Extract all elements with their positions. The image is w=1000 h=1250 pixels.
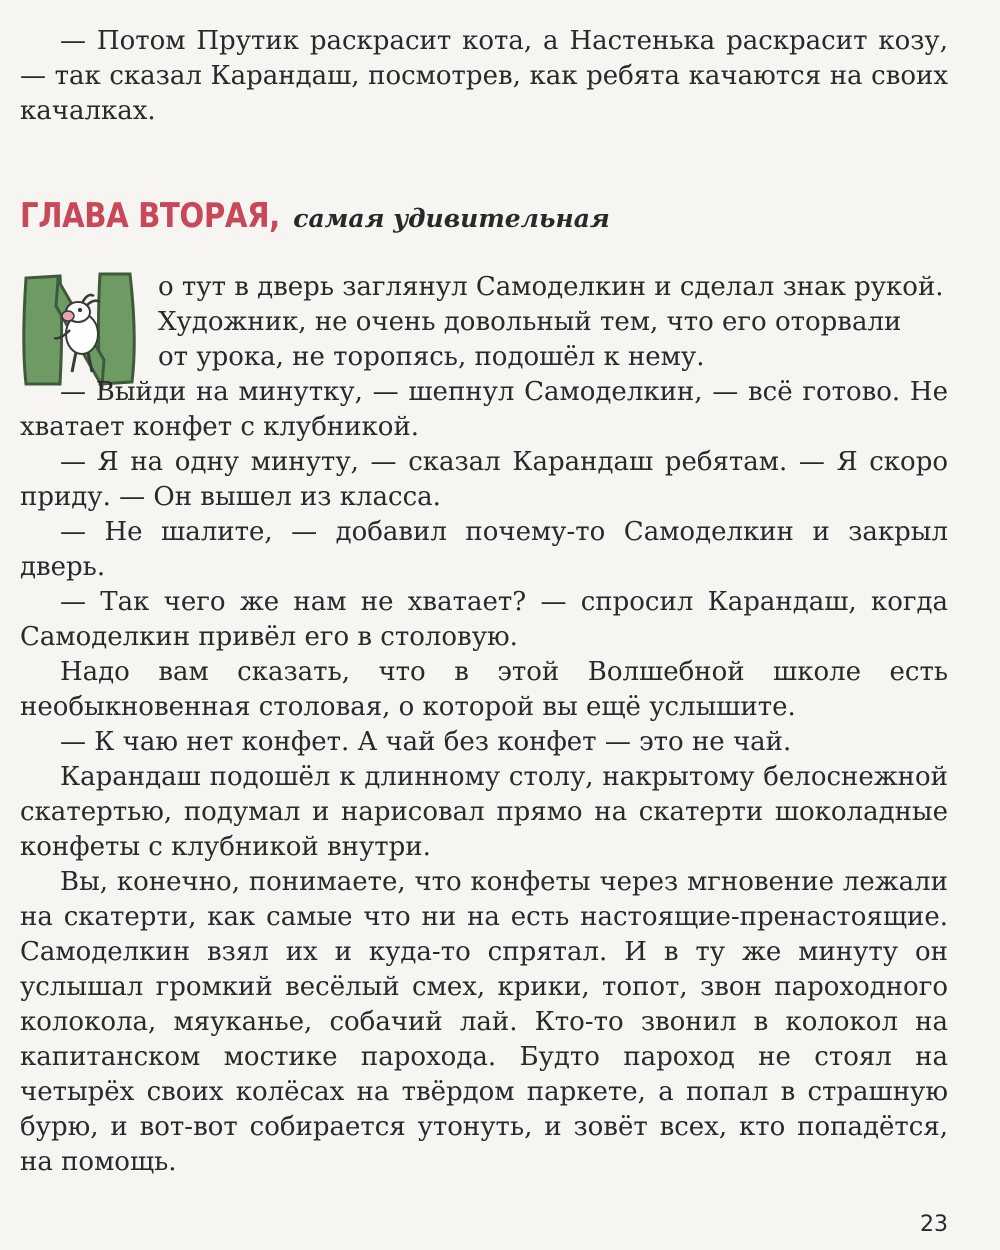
text-block-top (20, 24, 948, 129)
paragraph: — Выйди на минутку, — шепнул Самоделкин, — всё готово. Не хватает конфет с клубникой. (20, 377, 948, 442)
paragraph-dropcap-3: от урока, не торопясь, подошёл к нему. (158, 342, 705, 372)
paragraph: — Я на одну минуту, — сказал Карандаш ребятам. — Я скоро приду. — Он вышел из класса. (20, 447, 948, 512)
chapter-title: ГЛАВА ВТОРАЯ, (20, 196, 280, 236)
paragraph-dropcap-1: о тут в дверь заглянул Самоделкин и сделал знак рукой. (158, 272, 944, 302)
paragraph: — Так чего же нам не хватает? — спросил Карандаш, когда Самоделкин привёл его в столовую. (20, 587, 948, 652)
chapter-subtitle: самая удивительная (293, 204, 610, 233)
chapter-heading (20, 196, 948, 246)
paragraph: — Не шалите, — добавил почему-то Самоделкин и закрыл дверь. (20, 517, 948, 582)
paragraph-dropcap-2: Художник, не очень довольный тем, что его оторвали (158, 307, 902, 337)
page-number: 23 (920, 1212, 948, 1237)
text-block-main (20, 270, 948, 1180)
paragraph: — К чаю нет конфет. А чай без конфет — это не чай. (60, 727, 792, 757)
paragraph: Вы, конечно, понимаете, что конфеты через мгновение лежали на скатерти, как самые что ни на есть настоящие-пренастоящие. Самоделкин взял их и куда-то спрятал. И в ту же минуту он услышал громкий весёлый смех, крики, топот, звон пароходного колокола, мяуканье, собачий лай. Кто-то звонил в колокол на капитанском мостике парохода. Будто пароход не стоял на четырёх своих колёсах на твёрдом паркете, а попал в страшную бурю, и вот-вот собирается утонуть, и зовёт всех, кто попадётся, на помощь. (20, 867, 948, 1177)
paragraph-top: — Потом Прутик раскрасит кота, а Настенька раскрасит козу, — так сказал Карандаш, посмотрев, как ребята качаются на своих качалках. (20, 26, 948, 126)
paragraph: Надо вам сказать, что в этой Волшебной школе есть необыкновенная столовая, о которой вы ещё услышите. (20, 657, 948, 722)
paragraph: Карандаш подошёл к длинному столу, накрытому белоснежной скатертью, подумал и нарисовал прямо на скатерти шоколадные конфеты с клубникой внутри. (20, 762, 948, 862)
